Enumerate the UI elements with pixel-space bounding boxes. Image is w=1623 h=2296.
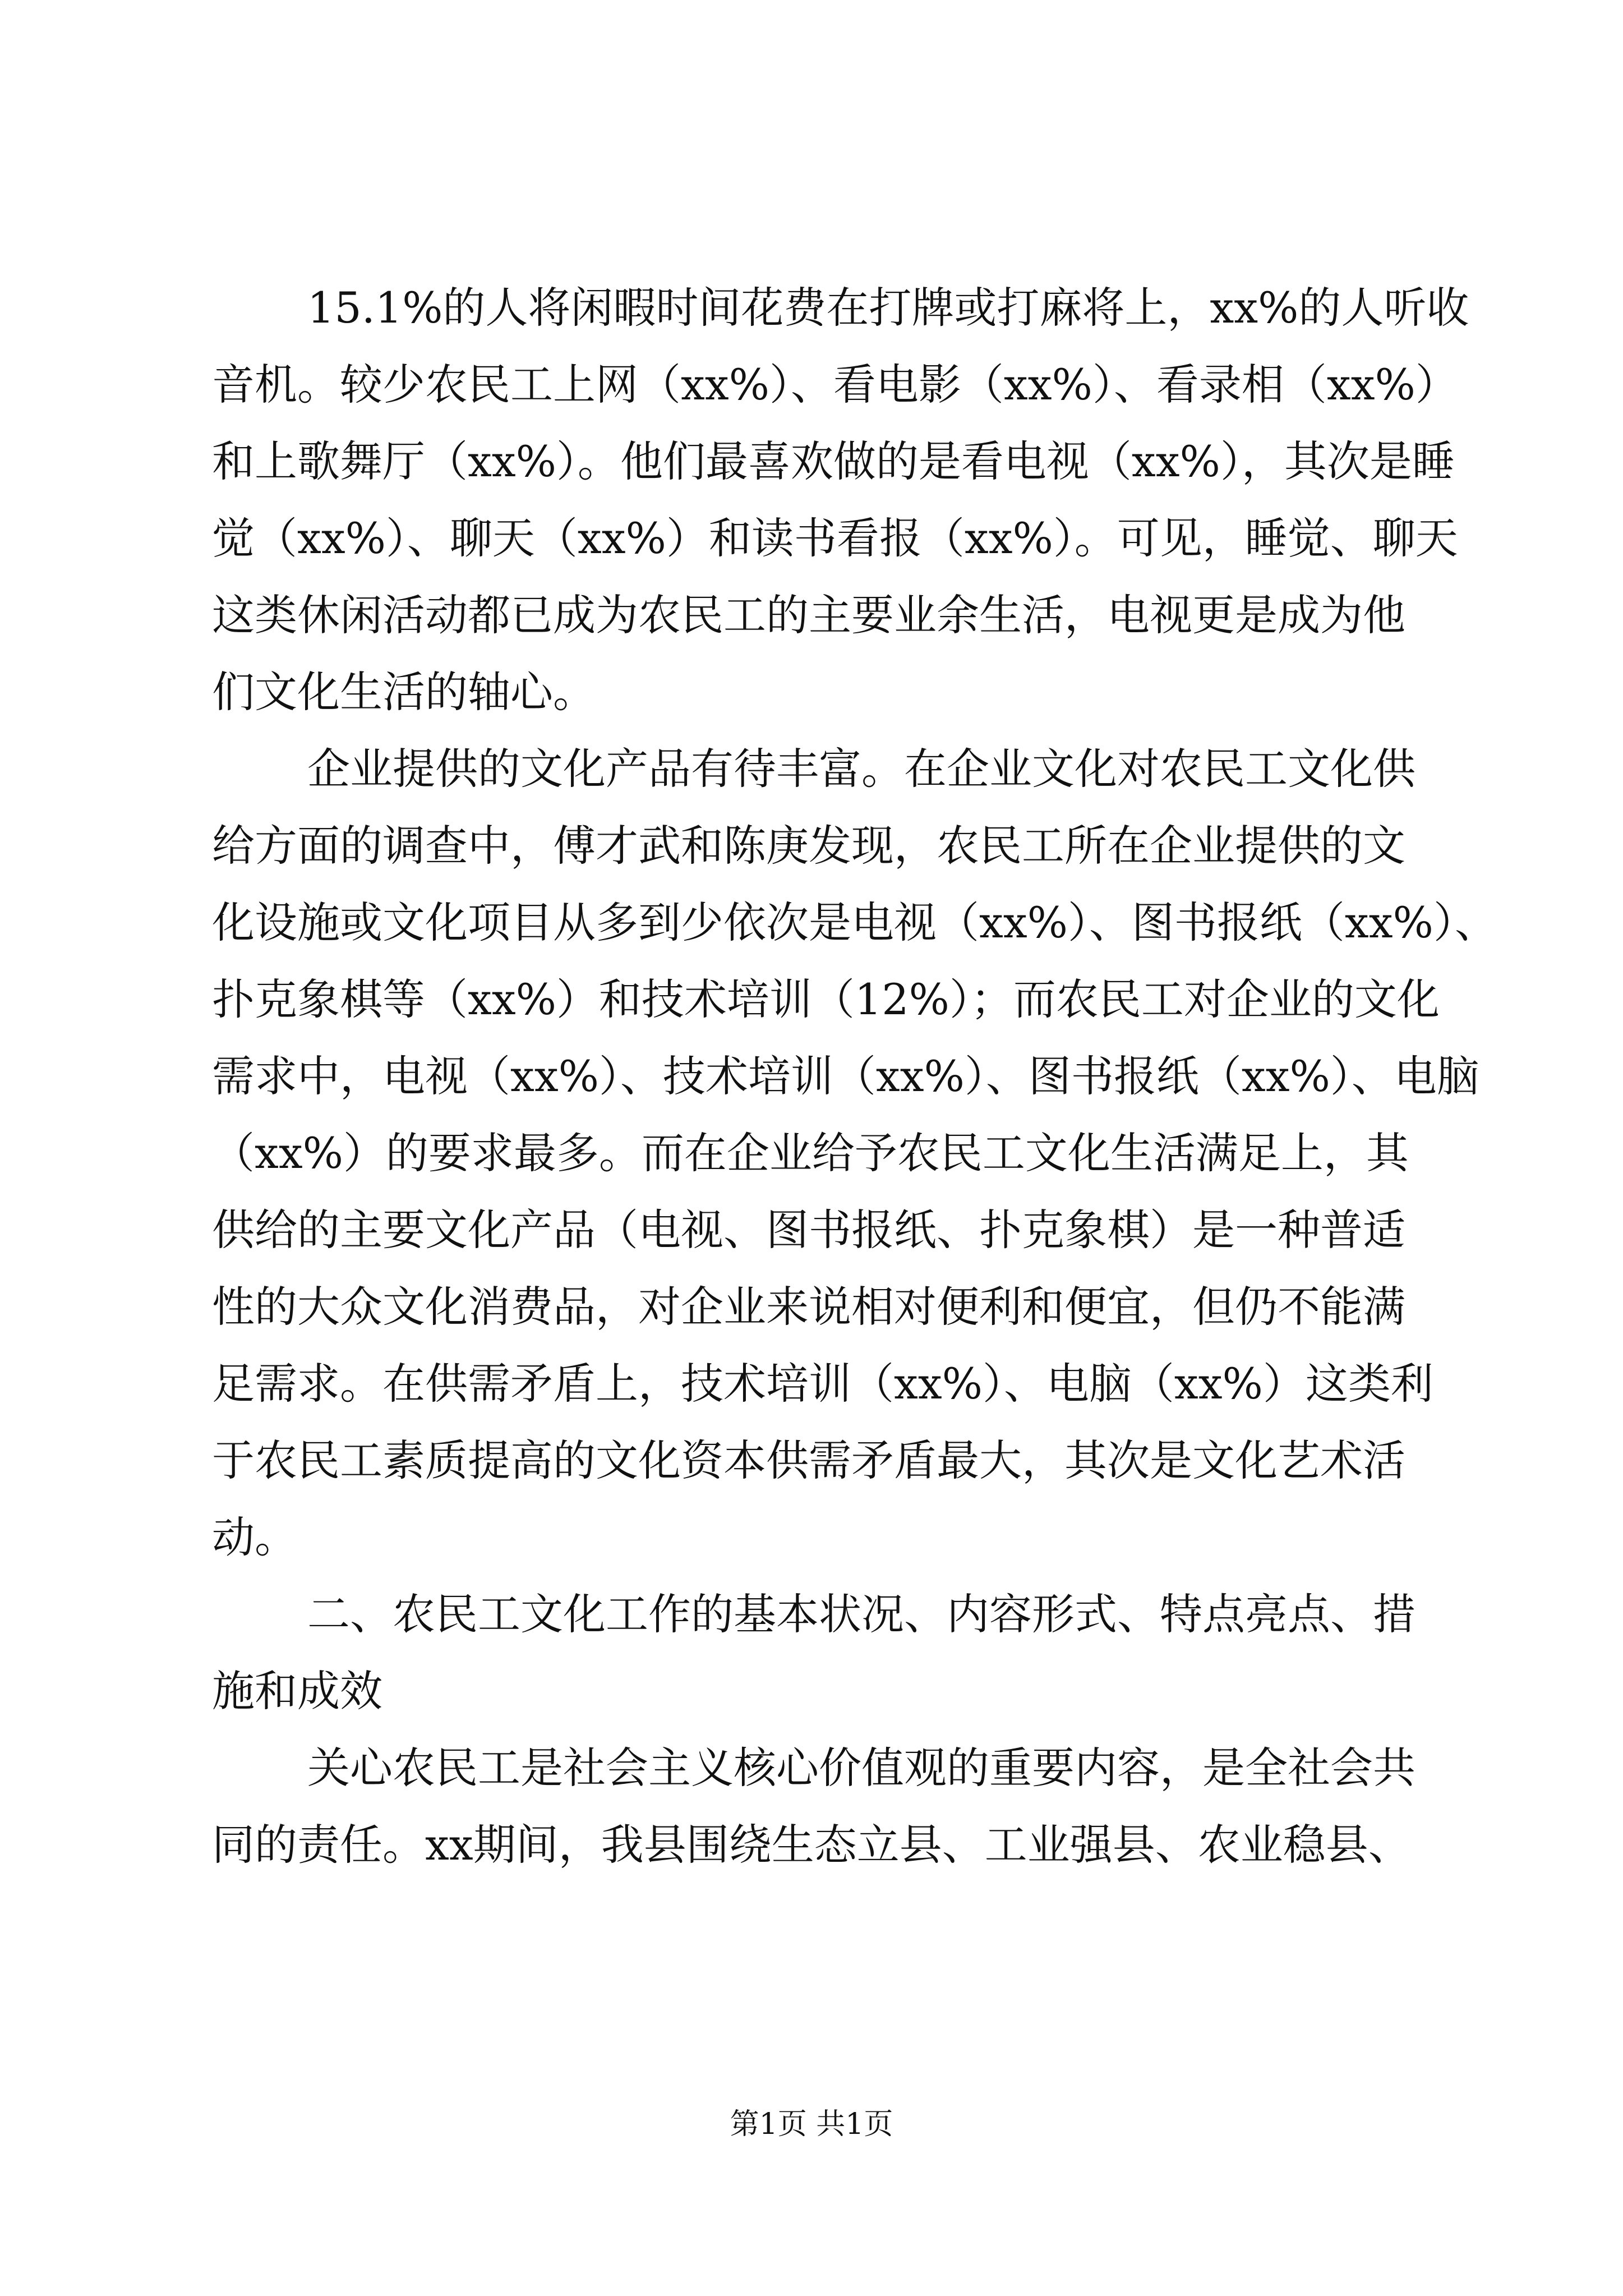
paragraph-start-line: 关心农民工是社会主义核心价值观的重要内容，是全社会共: [307, 1743, 1415, 1793]
text-line: （xx%）的要求最多。而在企业给予农民工文化生活满足上，其: [212, 1128, 1409, 1178]
text-line: 动。: [212, 1512, 297, 1562]
text-line: 15.1%的人将闲暇时间花费在打牌或打麻将上，xx%的人听收: [307, 283, 1469, 333]
text-line: 们文化生活的轴心。: [212, 667, 596, 717]
text-line: 化设施或文化项目从多到少依次是电视（xx%）、图书报纸（xx%）、: [212, 898, 1497, 947]
text-line: 扑克象棋等（xx%）和技术培训（12%）；而农民工对企业的文化: [212, 974, 1440, 1024]
text-line: 和上歌舞厅（xx%）。他们最喜欢做的是看电视（xx%），其次是睡: [212, 436, 1455, 486]
paragraph-start-line: 企业提供的文化产品有待丰富。在企业文化对农民工文化供: [307, 744, 1415, 794]
text-line: 这类休闲活动都已成为农民工的主要业余生活，电视更是成为他: [212, 590, 1405, 640]
section-heading-line: 二、农民工文化工作的基本状况、内容形式、特点亮点、措: [307, 1589, 1415, 1639]
text-line: 于农民工素质提高的文化资本供需矛盾最大，其次是文化艺术活: [212, 1435, 1405, 1485]
text-line: 给方面的调查中，傅才武和陈庚发现，农民工所在企业提供的文: [212, 821, 1405, 871]
section-heading-line: 施和成效: [212, 1666, 382, 1716]
text-line: 同的责任。xx期间，我县围绕生态立县、工业强县、农业稳县、: [212, 1820, 1411, 1870]
text-line: 音机。较少农民工上网（xx%）、看电影（xx%）、看录相（xx%）: [212, 360, 1458, 409]
text-line: 足需求。在供需矛盾上，技术培训（xx%）、电脑（xx%）这类利: [212, 1359, 1433, 1409]
text-line: 需求中，电视（xx%）、技术培训（xx%）、图书报纸（xx%）、电脑: [212, 1051, 1479, 1101]
text-line: 觉（xx%）、聊天（xx%）和读书看报（xx%）。可见，睡觉、聊天: [212, 513, 1458, 563]
document-body: [212, 269, 1497, 1883]
text-line: 供给的主要文化产品（电视、图书报纸、扑克象棋）是一种普适: [212, 1205, 1405, 1255]
text-line: 性的大众文化消费品，对企业来说相对便利和便宜，但仍不能满: [212, 1282, 1405, 1332]
page-footer: 第1页 共1页: [730, 2108, 893, 2141]
